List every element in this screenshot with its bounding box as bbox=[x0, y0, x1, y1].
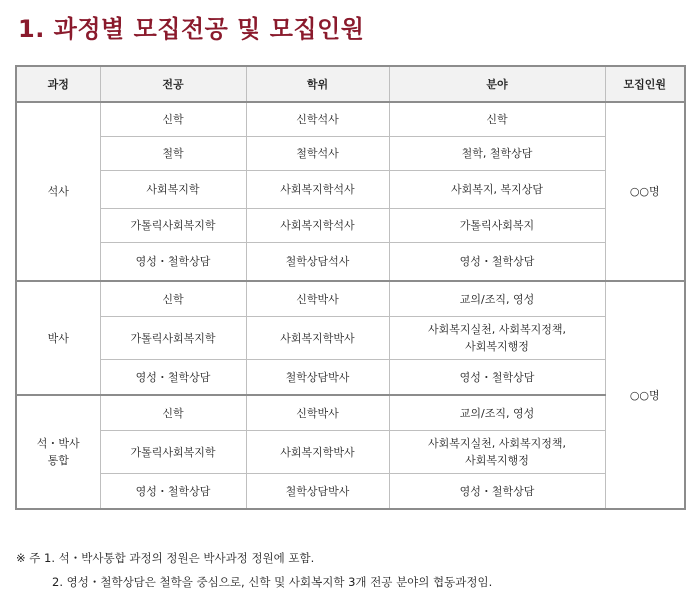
footnote-2: 2. 영성・철학상담은 철학을 중심으로, 신학 및 사회복지학 3개 전공 분야의 협동과정임. bbox=[52, 575, 493, 589]
field-line: 사회복지실천, 사회복지정책, bbox=[427, 323, 566, 336]
header-major: 전공 bbox=[100, 66, 246, 102]
table-row bbox=[16, 243, 685, 282]
field-cell: 사회복지, 복지상담 bbox=[389, 171, 605, 209]
table-row bbox=[16, 317, 685, 360]
degree-cell: 철학상담석사 bbox=[246, 243, 389, 282]
table-row bbox=[16, 474, 685, 510]
field-cell: 영성・철학상담 bbox=[389, 474, 605, 510]
field-cell bbox=[389, 431, 605, 474]
major-cell: 영성・철학상담 bbox=[100, 243, 246, 282]
header-field: 분야 bbox=[389, 66, 605, 102]
major-cell: 사회복지학 bbox=[100, 171, 246, 209]
degree-cell: 철학상담박사 bbox=[246, 474, 389, 510]
degree-cell: 사회복지학박사 bbox=[246, 317, 389, 360]
degree-cell: 철학석사 bbox=[246, 137, 389, 171]
major-cell: 가톨릭사회복지학 bbox=[100, 209, 246, 243]
table-row bbox=[16, 209, 685, 243]
page-title: 1. 과정별 모집전공 및 모집인원 bbox=[18, 15, 365, 43]
footnotes bbox=[16, 548, 492, 596]
table-row bbox=[16, 171, 685, 209]
field-line: 사회복지실천, 사회복지정책, bbox=[427, 437, 566, 450]
field-cell: 영성・철학상담 bbox=[389, 243, 605, 282]
course-cell-integrated bbox=[16, 395, 100, 509]
header-quota: 모집인원 bbox=[605, 66, 685, 102]
table-row bbox=[16, 431, 685, 474]
major-cell: 가톨릭사회복지학 bbox=[100, 431, 246, 474]
degree-cell: 신학박사 bbox=[246, 395, 389, 431]
field-cell: 신학 bbox=[389, 102, 605, 137]
major-cell: 영성・철학상담 bbox=[100, 474, 246, 510]
degree-cell: 신학박사 bbox=[246, 281, 389, 317]
table-header-row bbox=[16, 66, 685, 102]
quota-cell-masters: ○○명 bbox=[605, 102, 685, 281]
field-cell: 교의/조직, 영성 bbox=[389, 395, 605, 431]
table-row bbox=[16, 102, 685, 137]
degree-cell: 사회복지학석사 bbox=[246, 209, 389, 243]
field-line: 사회복지행정 bbox=[465, 340, 529, 353]
major-cell: 영성・철학상담 bbox=[100, 360, 246, 396]
degree-cell: 사회복지학박사 bbox=[246, 431, 389, 474]
table-row bbox=[16, 137, 685, 171]
field-cell: 철학, 철학상담 bbox=[389, 137, 605, 171]
recruitment-table bbox=[15, 65, 686, 510]
major-cell: 신학 bbox=[100, 281, 246, 317]
major-cell: 철학 bbox=[100, 137, 246, 171]
degree-cell: 사회복지학석사 bbox=[246, 171, 389, 209]
table-row bbox=[16, 281, 685, 317]
field-cell: 교의/조직, 영성 bbox=[389, 281, 605, 317]
footnote-1: ※ 주 1. 석・박사통합 과정의 정원은 박사과정 정원에 포함. bbox=[16, 551, 315, 565]
degree-cell: 신학석사 bbox=[246, 102, 389, 137]
course-line: 통합 bbox=[47, 454, 69, 467]
major-cell: 가톨릭사회복지학 bbox=[100, 317, 246, 360]
course-line: 석・박사 bbox=[36, 437, 80, 450]
major-cell: 신학 bbox=[100, 395, 246, 431]
quota-cell-doctoral: ○○명 bbox=[605, 281, 685, 509]
field-cell: 가톨릭사회복지 bbox=[389, 209, 605, 243]
degree-cell: 철학상담박사 bbox=[246, 360, 389, 396]
course-cell-doctoral: 박사 bbox=[16, 281, 100, 395]
table-row bbox=[16, 395, 685, 431]
major-cell: 신학 bbox=[100, 102, 246, 137]
course-cell-masters: 석사 bbox=[16, 102, 100, 281]
header-degree: 학위 bbox=[246, 66, 389, 102]
table-row bbox=[16, 360, 685, 396]
field-cell: 영성・철학상담 bbox=[389, 360, 605, 396]
field-cell bbox=[389, 317, 605, 360]
field-line: 사회복지행정 bbox=[465, 454, 529, 467]
header-course: 과정 bbox=[16, 66, 100, 102]
